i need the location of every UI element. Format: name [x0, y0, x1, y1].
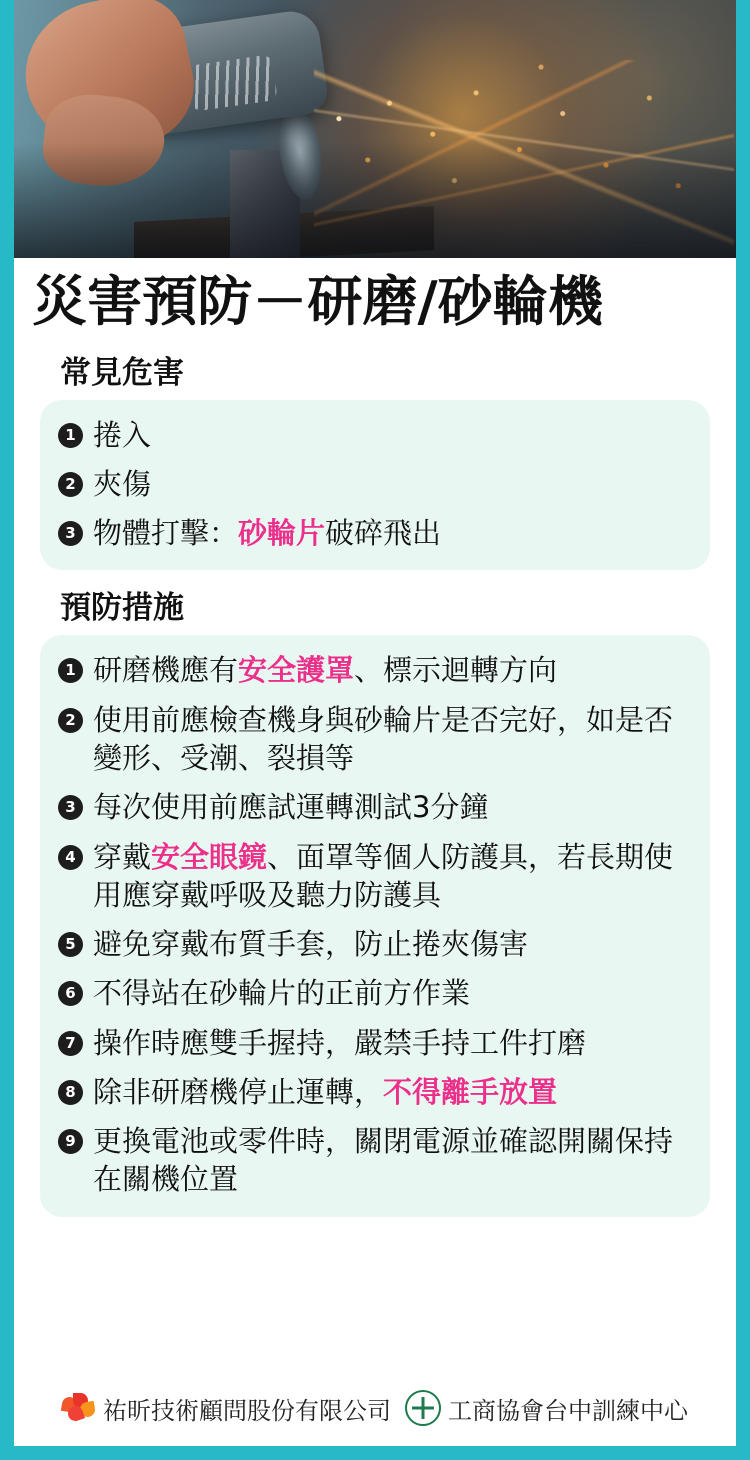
item-text-pre: 除非研磨機停止運轉，	[93, 1074, 384, 1109]
company-block	[62, 1391, 391, 1426]
list-item	[58, 1122, 692, 1199]
list-item	[58, 701, 692, 778]
item-text	[93, 416, 151, 454]
item-number: 6	[58, 981, 83, 1006]
item-text	[93, 788, 488, 826]
item-text-highlight: 不得離手放置	[383, 1074, 558, 1109]
org-block	[405, 1390, 688, 1426]
hero-image	[14, 0, 736, 258]
item-text	[93, 1122, 692, 1199]
list-item	[58, 465, 692, 503]
item-text-highlight: 砂輪片	[238, 516, 326, 551]
item-text-highlight: 安全護罩	[238, 653, 355, 688]
item-text	[93, 974, 470, 1012]
item-text-pre: 夾傷	[93, 466, 152, 501]
list-item	[58, 1024, 692, 1062]
org-name: 工商協會台中訓練中心	[448, 1396, 688, 1425]
list-item	[58, 788, 692, 826]
item-text	[93, 925, 528, 963]
item-number: 5	[58, 932, 83, 957]
company-name: 祐昕技術顧問股份有限公司	[103, 1396, 391, 1425]
list-item	[58, 1073, 692, 1111]
item-text-pre: 研磨機應有	[93, 653, 239, 688]
item-number: 8	[58, 1080, 83, 1105]
measures-panel	[40, 635, 710, 1216]
item-text	[93, 1073, 557, 1111]
flower-logo-icon	[62, 1393, 96, 1423]
list-item	[58, 838, 692, 915]
item-text-pre: 使用前應檢查機身與砂輪片是否完好，如是否變形、受潮、裂損等	[93, 702, 674, 776]
item-text	[93, 651, 557, 689]
footer	[14, 1390, 736, 1426]
list-item	[58, 416, 692, 454]
list-item	[58, 651, 692, 689]
item-text	[93, 1024, 586, 1062]
item-text	[93, 514, 441, 552]
item-number: 2	[58, 472, 83, 497]
item-text-highlight: 安全眼鏡	[151, 839, 268, 874]
list-item	[58, 974, 692, 1012]
list-item	[58, 925, 692, 963]
item-number: 2	[58, 708, 83, 733]
item-number: 9	[58, 1129, 83, 1154]
item-number: 1	[58, 423, 83, 448]
hero-vignette	[14, 142, 736, 258]
page-title: 災害預防－研磨/砂輪機	[32, 270, 603, 333]
title-bar	[14, 258, 736, 335]
seal-logo-icon	[405, 1390, 441, 1426]
item-text-pre: 避免穿戴布質手套，防止捲夾傷害	[93, 927, 529, 962]
item-text-pre: 捲入	[93, 417, 152, 452]
item-number: 7	[58, 1031, 83, 1056]
item-text-pre: 更換電池或零件時，關閉電源並確認開關保持在關機位置	[93, 1124, 674, 1197]
list-item	[58, 514, 692, 552]
item-text-pre: 操作時應雙手握持，嚴禁手持工件打磨	[93, 1025, 587, 1060]
item-text-pre: 每次使用前應試運轉測試3分鐘	[93, 790, 489, 825]
item-text-post: 、標示迴轉方向	[354, 653, 558, 688]
item-number: 3	[58, 521, 83, 546]
item-number: 4	[58, 845, 83, 870]
hazards-panel	[40, 400, 710, 571]
item-text	[93, 465, 151, 503]
item-number: 1	[58, 658, 83, 683]
item-text-pre: 穿戴	[93, 839, 152, 874]
hazards-heading: 常見危害	[60, 354, 184, 391]
item-text	[93, 838, 692, 915]
item-text-post: 、面罩等個人防護具，若長期使用應穿戴呼吸及聽力防護具	[93, 839, 674, 912]
item-text	[93, 701, 692, 778]
item-number: 3	[58, 795, 83, 820]
item-text-pre: 物體打擊：	[93, 516, 239, 551]
item-text-pre: 不得站在砂輪片的正前方作業	[93, 976, 471, 1011]
item-text-post: 破碎飛出	[325, 516, 442, 551]
measures-heading: 預防措施	[60, 590, 184, 627]
